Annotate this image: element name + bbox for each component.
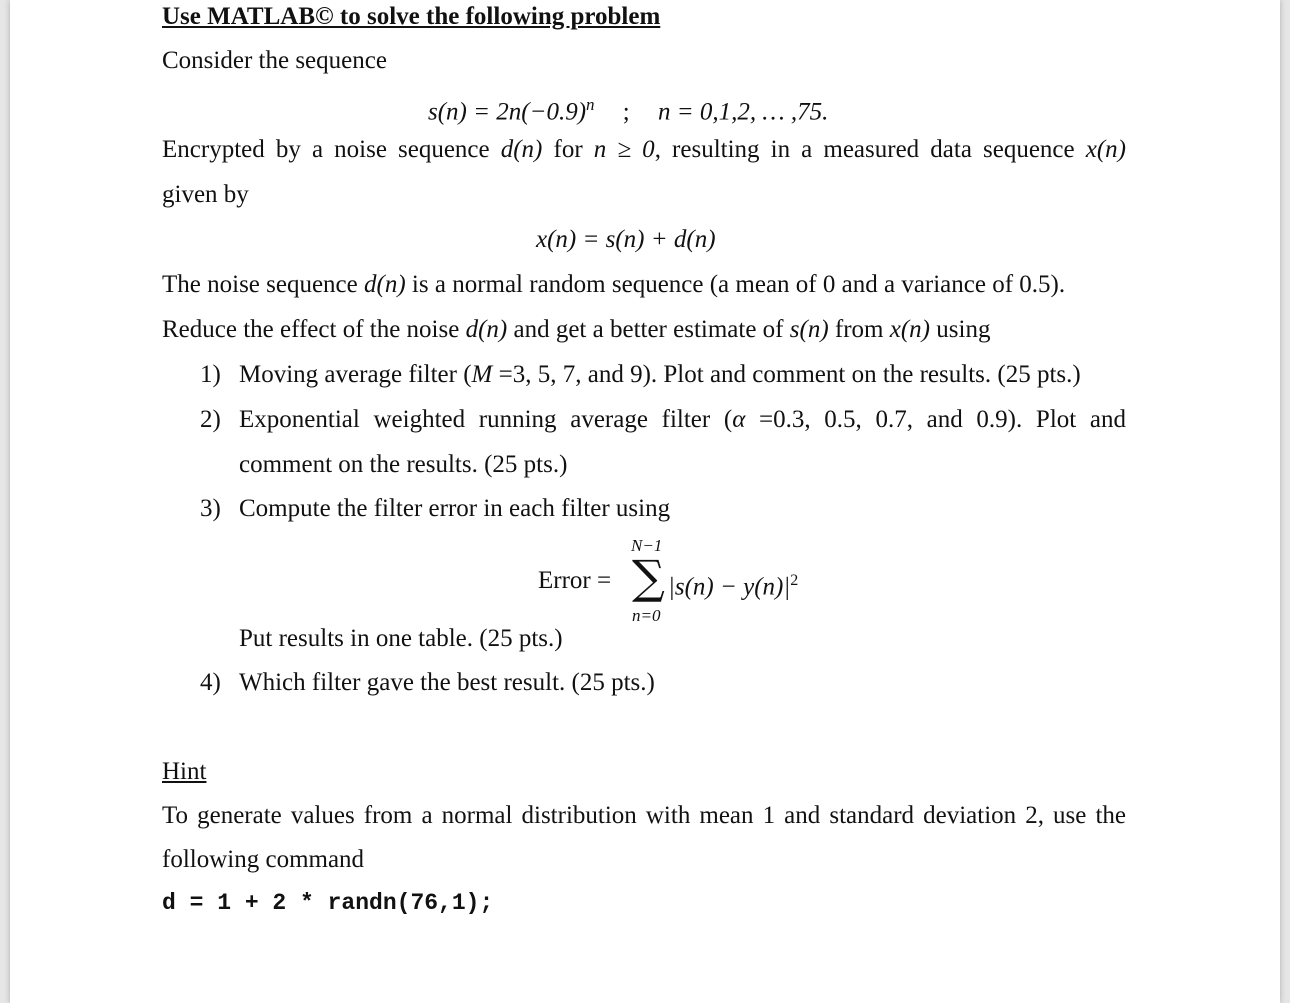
error-exponent: 2: [790, 572, 799, 589]
error-expression: |s(n) − y(n)|: [668, 573, 791, 601]
item-1-number: 1): [200, 361, 221, 388]
para2-d: d(n): [364, 271, 406, 298]
para2-text-a: The noise sequence: [162, 271, 365, 298]
para1-text-b: for: [542, 136, 594, 163]
item-1-text: [239, 360, 1081, 390]
para3-text-c: from: [828, 316, 890, 343]
para1-condition: n ≥ 0: [593, 136, 655, 163]
para3-s: s(n): [789, 316, 829, 343]
item-3-text: Compute the filter error in each filter using: [239, 495, 671, 522]
hint-line-2: following command: [162, 846, 365, 873]
para1-text-a: Encrypted by a noise sequence: [162, 136, 501, 163]
document-page: [10, 0, 1280, 1003]
item-2-text-a: Exponential weighted running average filter (: [239, 406, 733, 433]
item-1-variable: M: [471, 361, 493, 388]
item-4-number: 4): [200, 669, 221, 696]
equation-s-range: n = 0,1,2, … ,75.: [657, 98, 829, 126]
hint-heading: Hint: [162, 758, 207, 785]
sum-lower-limit: n=0: [632, 606, 661, 625]
sum-upper-limit: N−1: [631, 536, 663, 555]
para3-x: x(n): [889, 316, 931, 343]
item-2-text-line2: comment on the results. (25 pts.): [239, 451, 568, 478]
paragraph-reduce: [162, 315, 990, 345]
equation-s-separator: ;: [622, 98, 630, 126]
intro-text: Consider the sequence: [162, 47, 387, 74]
paragraph-noise: [162, 270, 1065, 300]
para1-text-c: , resulting in a measured data sequence: [654, 136, 1086, 163]
error-label: Error =: [538, 567, 612, 594]
put-results-text: Put results in one table. (25 pts.): [239, 625, 563, 652]
item-4-text: Which filter gave the best result. (25 pts.): [239, 669, 655, 696]
item-1-text-a: Moving average filter (: [239, 361, 472, 388]
item-1-text-b: =3, 5, 7, and 9). Plot and comment on the results. (25 pts.): [492, 361, 1081, 388]
para3-text-e: using: [930, 316, 991, 343]
para1-x: x(n): [1085, 136, 1126, 163]
error-body: [668, 566, 798, 602]
item-2-text: [239, 405, 1126, 435]
para3-d: d(n): [465, 316, 508, 343]
paragraph-encrypted: [162, 135, 1126, 165]
equation-s-exponent: n: [586, 95, 595, 114]
paragraph-given-by: given by: [162, 181, 249, 208]
page-title: Use MATLAB© to solve the following problem: [162, 3, 661, 30]
item-2-text-b: =0.3, 0.5, 0.7, and 0.9). Plot and: [745, 406, 1126, 433]
hint-line-1: To generate values from a normal distribution with mean 1 and standard deviation 2, use the: [162, 802, 1126, 829]
item-2-number: 2): [200, 406, 221, 433]
para3-text-a: Reduce the effect of the noise: [162, 316, 466, 343]
equation-x: x(n) = s(n) + d(n): [536, 226, 716, 253]
para1-d: d(n): [500, 136, 543, 163]
equation-s: [428, 90, 828, 127]
sum-symbol: ∑: [632, 550, 665, 604]
para3-text-b: and get a better estimate of: [507, 316, 790, 343]
hint-code: d = 1 + 2 * randn(76,1);: [162, 890, 494, 916]
para2-text-b: is a normal random sequence (a mean of 0 and a variance of 0.5).: [405, 271, 1066, 298]
item-2-variable: α: [732, 406, 746, 433]
equation-s-lhs: s(n) = 2n(−0.9): [428, 98, 587, 126]
item-3-number: 3): [200, 495, 221, 522]
